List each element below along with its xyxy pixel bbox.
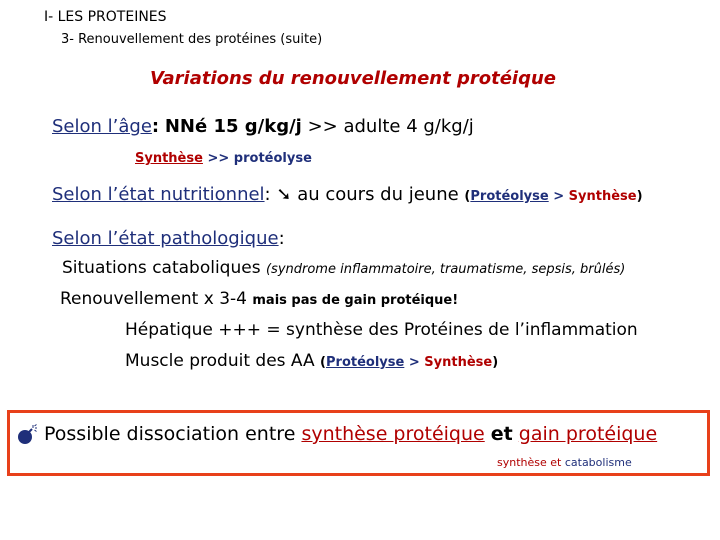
renewal-line [60, 289, 458, 309]
age-colon: : [151, 116, 160, 137]
nutrition-line [52, 184, 643, 205]
nutri-gt: > [553, 189, 565, 204]
section-title: I- LES PROTEINES [44, 9, 167, 25]
adult-value: adulte 4 g/kg/j [343, 116, 474, 137]
synth-arrows: >> [207, 151, 230, 166]
nutri-close-paren: ) [636, 189, 643, 204]
musc-close-paren: ) [492, 355, 499, 370]
synthesis-line [135, 151, 312, 166]
nutrition-colon: : [264, 184, 271, 205]
catabolic-detail: (syndrome inflammatoire, traumatisme, sepsis, brûlés) [265, 262, 626, 277]
musc-proteolyse: Protéolyse [326, 355, 405, 370]
muscle-line [125, 351, 498, 371]
newborn-value: NNé 15 g/kg/j [164, 116, 302, 137]
down-arrow-icon: ➘ [276, 184, 292, 205]
conclusion-line [44, 423, 657, 445]
slide-heading: Variations du renouvellement protéique [150, 68, 557, 89]
conclusion-et: et [490, 423, 513, 445]
synthese-word: Synthèse [135, 151, 203, 166]
musc-synthese: Synthèse [424, 355, 493, 370]
proteolyse-word: protéolyse [233, 151, 312, 166]
nutrition-text: au cours du jeune [297, 184, 459, 205]
conclusion-synthesis: synthèse protéique [301, 423, 485, 445]
age-line [52, 116, 474, 137]
conclusion-gain: gain protéique [518, 423, 658, 445]
pathology-label: Selon l’état pathologique [52, 228, 279, 249]
nutrition-label: Selon l’état nutritionnel [52, 184, 265, 205]
musc-gt: > [408, 355, 420, 370]
note-synthesis: synthèse et [497, 456, 562, 469]
nutri-proteolyse: Protéolyse [470, 189, 549, 204]
catabolic-text: Situations cataboliques [62, 258, 261, 278]
note-catabolism: catabolisme [564, 456, 632, 469]
renewal-text: Renouvellement x 3-4 [60, 289, 247, 309]
muscle-text: Muscle produit des AA [125, 351, 315, 371]
hepatic-line: Hépatique +++ = synthèse des Protéines de l’inflammation [125, 320, 638, 340]
pathology-colon: : [278, 228, 285, 249]
nutri-open-paren: ( [464, 189, 471, 204]
renewal-detail: mais pas de gain protéique! [252, 293, 459, 308]
bomb-icon [16, 424, 38, 446]
subsection-title: 3- Renouvellement des protéines (suite) [61, 32, 323, 47]
musc-open-paren: ( [320, 355, 326, 370]
pathology-line [52, 228, 285, 249]
age-arrows: >> [307, 116, 338, 137]
age-label: Selon l’âge [52, 116, 152, 137]
catabolic-line [62, 258, 625, 278]
conclusion-note [497, 456, 632, 469]
nutri-synthese: Synthèse [568, 189, 637, 204]
conclusion-text: Possible dissociation entre [44, 423, 296, 445]
